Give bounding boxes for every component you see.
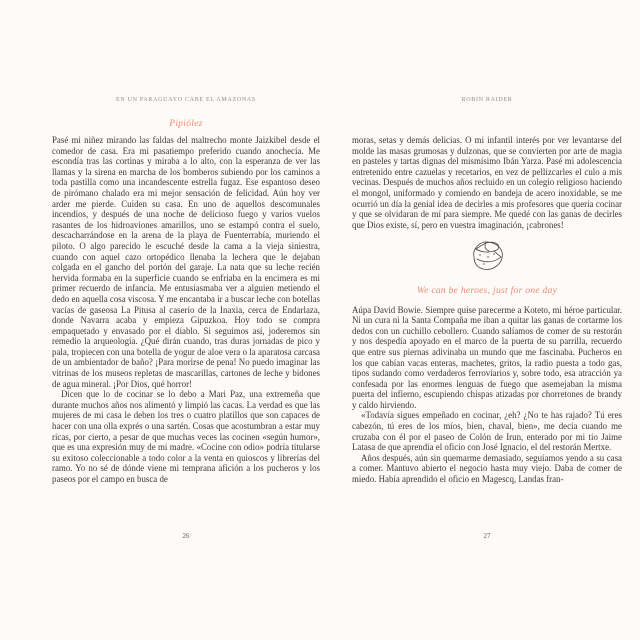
left-running-header: EN UN PARAGUAYO CABE EL AMAZONAS (116, 97, 256, 103)
right-paragraph-2: «Todavía sigues empeñado en cocinar, ¿eh? ¿No te has rajado? Tú eres cabezón, tú eres de los míos, bien, chaval, bien», me decía cuando me cruzaba con él por el paseo de Colón de Irun, enterado por mi tío Jaime Latasa de que aprendía el oficio con José Ignacio, el del restorán Mertxe. (352, 410, 622, 453)
right-body-text (352, 135, 622, 485)
right-continuation-paragraph: moras, setas y demás delicias. O mi infantil interés por ver levantarse del molde las masas grumosas y dulzonas, que se convierten por arte de magia en pasteles y tartas dignas del mismísimo Ibán Yarza. Pasé mi adolescencia entretenido entre cazuelas y recetarios, en vez de pellizcarles el culo a mis vecinas. Después de muchos años recluido en un colegio religioso haciendo el mongol, uniformado y comiendo en bandeja de acero inoxidable, se me ocurrió un día la genial idea de decirles a mis profesores que quería cocinar y que se olvidaran de mí para siempre. Me quedé con las ganas de decirles que Dios existe, sí, pero en vuestra imaginación, ¡cabrones! (352, 135, 622, 230)
ornament-container (352, 235, 622, 280)
right-page-number: 27 (483, 532, 491, 540)
right-section-title: We can be heroes, just for one day (416, 285, 558, 296)
right-paragraph-1: Aúpa David Bowie. Siempre quise parecerme a Koteto, mi héroe particular. Ni un cura ni la Santa Compaña me iban a quitar las ganas de cortarme los dedos con un cuchillo cebollero. Cuando salíamos de comer de su restorán y nos despedía apoyado en el marco de la puerta de su parrilla, recuerdo que entre sus piernas adivinaba un mundo que me fascinaba. Pucheros en los que cabían vacas enteras, machetes, gritos, la radio puesta a todo gas, tipos sudando como verdaderos ferroviarios y, sobre todo, esa atracción ya confesada por las enormes lenguas de fuego que asemejaban la misma puerta del infierno, escupiendo chispas atizadas por chorretones de brandy y caldo hirviendo. (352, 304, 622, 410)
left-body-text (52, 135, 320, 485)
left-page-number: 26 (182, 532, 190, 540)
left-section-title: Pipiólez (169, 119, 203, 129)
book-page-right (352, 0, 622, 640)
left-paragraph-1: Pasé mi niñez mirando las faldas del maltrecho monte Jaizkibel desde el comedor de casa. Era mi pasatiempo preferido cuando anochecía. Me escondía tras las cortinas y miraba a lo alto, con la esperanza de ver las llamas y la sirena en marcha de los bomberos subiendo por los caminos a toda pastilla como una incandescente estrella fugaz. Ese espantoso deseo de pirómano chalado era mi mejor sensación de felicidad. Aún hoy ver arder me pierde. Cuiden su casa. En uno de aquellos descomunales incendios, y después de una noche de delicioso fuego y varios vuelos rasantes de los hidroaviones amarillos, uno se estampó contra el suelo, descacharrándose en la arena de la playa de Fuenterrabía, muriendo el piloto. O algo parecido le escuché desde la cama a la vieja siniestra, cuando con aquel cazo ortopédico llenaba la lechera que le dejaban colgada en el gancho del portón del garaje. La nata que su leche recién hervida formaba en la superficie cuando se enfriaba en la encimera es mi primer recuerdo de infancia. Me entusiasmaba ver a alguien metiendo el dedo en aquella cosa viscosa. Y me encantaba ir a buscar leche con botellas vacías de gaseosa La Pitusa al caserío de la Inaxia, cerca de Endarlaza, donde Navarra acaba y empieza Gipuzkoa. Hoy todo se compra empaquetado y envasado por el diablo. Si seguimos así, joderemos sin remedio la arqueología. ¿Qué dirán cuando, tras duras jornadas de pico y pala, tropiecen con una botella de yogur de aloe vera o la aparatosa carcasa de un ambientador de baño? ¡Para morirse de pena! No puedo imaginar las vitrinas de los museos repletas de mascarillas, cartones de leche y bidones de agua mineral. ¡Por Dios, qué horror! (52, 135, 320, 389)
book-page-left (52, 0, 320, 640)
hand-drawn-sketch-ornament-icon (464, 235, 510, 277)
left-paragraph-2: Dicen que lo de cocinar se lo debo a Mari Paz, una extremeña que durante muchos años nos alimentó y limpió las cacas. La verdad es que las mujeres de mi casa le deben los tres o cuatro platillos que son capaces de hacer con una olla exprés o una sartén. Cosas que acostumbran a estar muy ricas, por cierto, a pesar de que muchas veces las cocinen «según humor», que es una expresión muy de mi madre. «Cocine con odio» podría titularse su exitoso coleccionable a todo color a la venta en quioscos y librerías del ramo. Yo no sé de dónde viene mi temprana afición a los pucheros y los paseos por el campo en busca de (52, 389, 320, 484)
right-running-header: ROBIN RAIDER (461, 97, 513, 103)
right-paragraph-3: Años después, aún sin quemarme demasiado, seguíamos yendo a su casa a comer. Mantuvo abierto el negocio hasta muy viejo. Daba de comer de miedo. Había aprendido el oficio en Magescq, Landas fran- (352, 452, 622, 485)
